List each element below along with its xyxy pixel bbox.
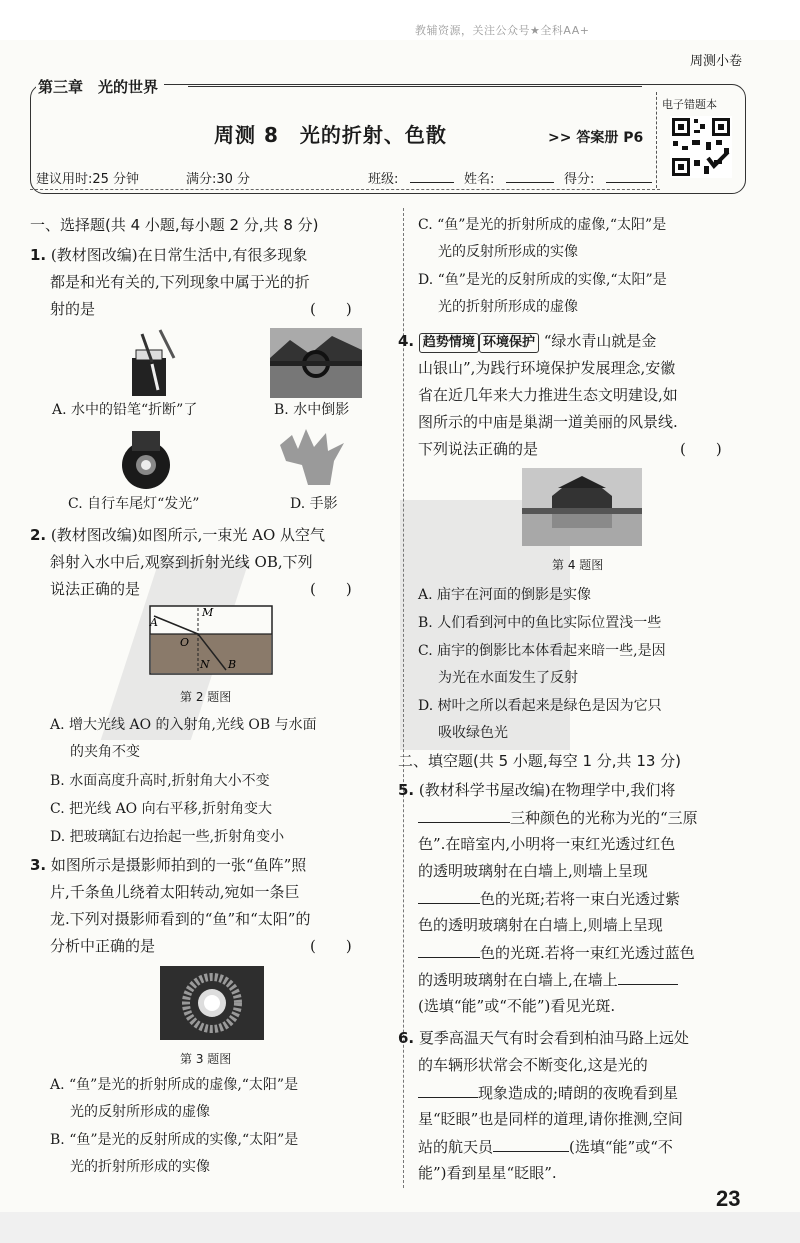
question-4-text-4: 图所示的中庙是巢湖一道美丽的风景线. [418,413,678,431]
question-5-blank-1[interactable] [418,804,510,823]
question-5-line-1 [398,777,675,804]
fish-ring-photo [160,966,264,1040]
question-5-blank-4[interactable] [618,966,678,985]
question-6-text-3: 现象造成的;晴朗的夜晚看到星 [478,1084,679,1102]
diagram-label-m: M [202,606,214,619]
reflection-image [270,328,362,398]
page-title: 周测 8 光的折射、色散 [214,123,447,147]
question-6-number: 6. [398,1029,415,1047]
question-2-text-1: (教材图改编)如图所示,一束光 AO 从空气 [50,526,326,544]
figure-3-caption: 第 3 题图 [180,1052,232,1066]
page-number: 23 [716,1186,741,1211]
question-3-option-c-2: 光的反射所形成的实像 [438,244,578,260]
question-5-text-8: 的透明玻璃射在白墙上,在墙上 [418,971,618,989]
question-1-text-3: 射的是 [50,300,96,318]
question-6-text-5b: (选填“能”或“不 [569,1138,673,1156]
question-6-text-4: 星“眨眼”也是同样的道理,请你推测,空间 [418,1110,683,1128]
question-5-text-2: 三种颜色的光称为光的“三原 [510,809,698,827]
question-1-option-d[interactable]: D. 手影 [290,496,338,512]
question-5-number: 5. [398,781,415,799]
question-5-blank-3[interactable] [418,939,480,958]
question-2-text-3: 说法正确的是 [50,580,141,598]
question-6-text-2: 的车辆形状常会不断变化,这是光的 [418,1056,648,1074]
question-1-option-a[interactable]: A. 水中的铅笔“折断”了 [52,402,198,418]
score-input[interactable] [606,182,652,183]
name-label: 姓名: [464,172,495,187]
trend-tag: 趋势情境 [419,333,479,353]
question-5-text-4: 的透明玻璃射在白墙上,则墙上呈现 [418,862,648,880]
class-input[interactable] [410,182,454,183]
question-3-option-b-2: 光的折射所形成的实像 [70,1159,210,1175]
question-4-text-1: “绿水青山就是金 [543,332,657,350]
question-3-option-d-1[interactable]: D. “鱼”是光的反射所成的实像,“太阳”是 [418,272,667,288]
question-3-answer-paren[interactable]: ( ) [310,937,352,955]
corner-tag: 周测小卷 [690,54,743,69]
question-3-option-b-1[interactable]: B. “鱼”是光的反射所成的实像,“太阳”是 [50,1132,299,1148]
chapter-rule [188,86,642,87]
temple-photo [522,468,642,546]
chapter-label: 第三章 光的世界 [36,76,164,97]
question-2-line-1 [30,522,325,549]
question-3-option-a-2: 光的反射所形成的虚像 [70,1104,210,1120]
question-5-line-5 [418,885,680,913]
full-score: 满分:30 分 [186,172,251,187]
question-2-option-d[interactable]: D. 把玻璃缸右边抬起一些,折射角变小 [50,829,285,845]
question-1-text-2: 都是和光有关的,下列现象中属于光的折 [50,273,310,291]
question-4-option-d-2: 吸收绿色光 [438,725,508,741]
top-strip [0,0,800,40]
question-1-option-c[interactable]: C. 自行车尾灯“发光” [68,496,200,512]
question-3-number: 3. [30,856,47,874]
figure-4-caption: 第 4 题图 [552,558,604,572]
question-5-line-8 [418,966,678,994]
question-3-option-a-1[interactable]: A. “鱼”是光的折射所成的虚像,“太阳”是 [50,1077,299,1093]
question-5-text-3: 色”.在暗室内,小明将一束红光透过红色 [418,835,676,853]
question-3-text-3: 龙.下列对摄影师看到的“鱼”和“太阳”的 [50,910,311,928]
question-4-option-c-2: 为光在水面发生了反射 [438,670,578,686]
question-6-text-6: 能”)看到星星“眨眼”. [418,1164,557,1182]
question-4-text-5: 下列说法正确的是 [418,440,539,458]
question-6-line-1 [398,1025,689,1052]
question-4-number: 4. [398,332,415,350]
question-1-text-1: (教材图改编)在日常生活中,有很多现象 [50,246,308,264]
section-1-heading: 一、选择题(共 4 小题,每小题 2 分,共 8 分) [30,216,319,234]
refraction-diagram [148,604,274,676]
question-4-option-b[interactable]: B. 人们看到河中的鱼比实际位置浅一些 [418,615,662,631]
question-3-option-c-1[interactable]: C. “鱼”是光的折射所成的虚像,“太阳”是 [418,217,667,233]
hand-shadow-image [272,425,352,491]
diagram-label-b: B [228,658,237,671]
question-3-option-d-2: 光的折射所形成的虚像 [438,299,578,315]
name-input[interactable] [506,182,554,183]
question-4-option-a[interactable]: A. 庙宇在河面的倒影是实像 [418,587,592,603]
question-5-blank-2[interactable] [418,885,480,904]
question-2-option-c[interactable]: C. 把光线 AO 向右平移,折射角变大 [50,801,273,817]
question-5-text-9: (选填“能”或“不能”)看见光斑. [418,997,616,1015]
question-3-text-1: 如图所示是摄影师拍到的一张“鱼阵”照 [50,856,307,874]
score-label: 得分: [564,172,595,187]
question-4-option-c-1[interactable]: C. 庙宇的倒影比本体看起来暗一些,是因 [418,643,666,659]
qr-code-icon[interactable] [670,116,732,178]
question-6-text-1: 夏季高温天气有时会看到柏油马路上远处 [418,1029,689,1047]
question-4-answer-paren[interactable]: ( ) [680,440,722,458]
question-6-line-3 [418,1079,678,1107]
question-2-option-a-1[interactable]: A. 增大光线 AO 的入射角,光线 OB 与水面 [50,717,317,733]
figure-2-caption: 第 2 题图 [180,690,232,704]
question-3-text-4: 分析中正确的是 [50,937,156,955]
question-5-text-5: 色的光斑;若将一束白光透过紫 [480,890,681,908]
question-2-option-a-2: 的夹角不变 [70,744,140,760]
question-4-text-2: 山银山”,为践行环境保护发展理念,安徽 [418,359,676,377]
class-label: 班级: [368,172,399,187]
question-1-answer-paren[interactable]: ( ) [310,300,352,318]
question-5-line-7 [418,939,695,967]
question-5-text-6: 色的透明玻璃射在白墙上,则墙上呈现 [418,916,663,934]
question-6-blank-1[interactable] [418,1079,478,1098]
question-1-number: 1. [30,246,47,264]
question-3-text-2: 片,千条鱼儿绕着太阳转动,宛如一条巨 [50,883,300,901]
question-6-text-5: 站的航天员 [418,1138,494,1156]
question-2-answer-paren[interactable]: ( ) [310,580,352,598]
question-3-line-1 [30,852,306,879]
diagram-label-o: O [180,636,190,649]
question-6-blank-2[interactable] [493,1133,569,1152]
suggested-time: 建议用时:25 分钟 [36,172,140,187]
question-4-option-d-1[interactable]: D. 树叶之所以看起来是绿色是因为它只 [418,698,662,714]
bike-reflector-image [110,425,182,491]
diagram-label-n: N [200,658,210,671]
pencil-in-water-image [122,328,184,398]
question-1-line-1 [30,242,307,269]
question-2-number: 2. [30,526,47,544]
question-5-text-7: 色的光斑.若将一束红光透过蓝色 [480,944,695,962]
question-5-line-2 [418,804,698,832]
watermark-text: 教辅资源，关注公众号★全科AA+ [415,24,590,37]
qr-label: 电子错题本 [662,98,717,111]
section-2-heading: 二、填空题(共 5 小题,每空 1 分,共 13 分) [398,752,682,770]
meta-dashed-rule [30,189,660,190]
bottom-bar [0,1212,800,1243]
answer-reference: >> 答案册 P6 [548,130,644,146]
question-4-line-1 [398,328,656,355]
question-5-text-1: (教材科学书屋改编)在物理学中,我们将 [418,781,676,799]
question-2-option-b[interactable]: B. 水面高度升高时,折射角大小不变 [50,773,270,789]
question-1-option-b[interactable]: B. 水中倒影 [274,402,350,418]
question-4-text-3: 省在近几年来大力推进生态文明建设,如 [418,386,678,404]
question-6-line-5 [418,1133,673,1161]
question-2-text-2: 斜射入水中后,观察到折射光线 OB,下列 [50,553,313,571]
environment-tag: 环境保护 [479,333,539,353]
diagram-label-a: A [150,616,158,629]
